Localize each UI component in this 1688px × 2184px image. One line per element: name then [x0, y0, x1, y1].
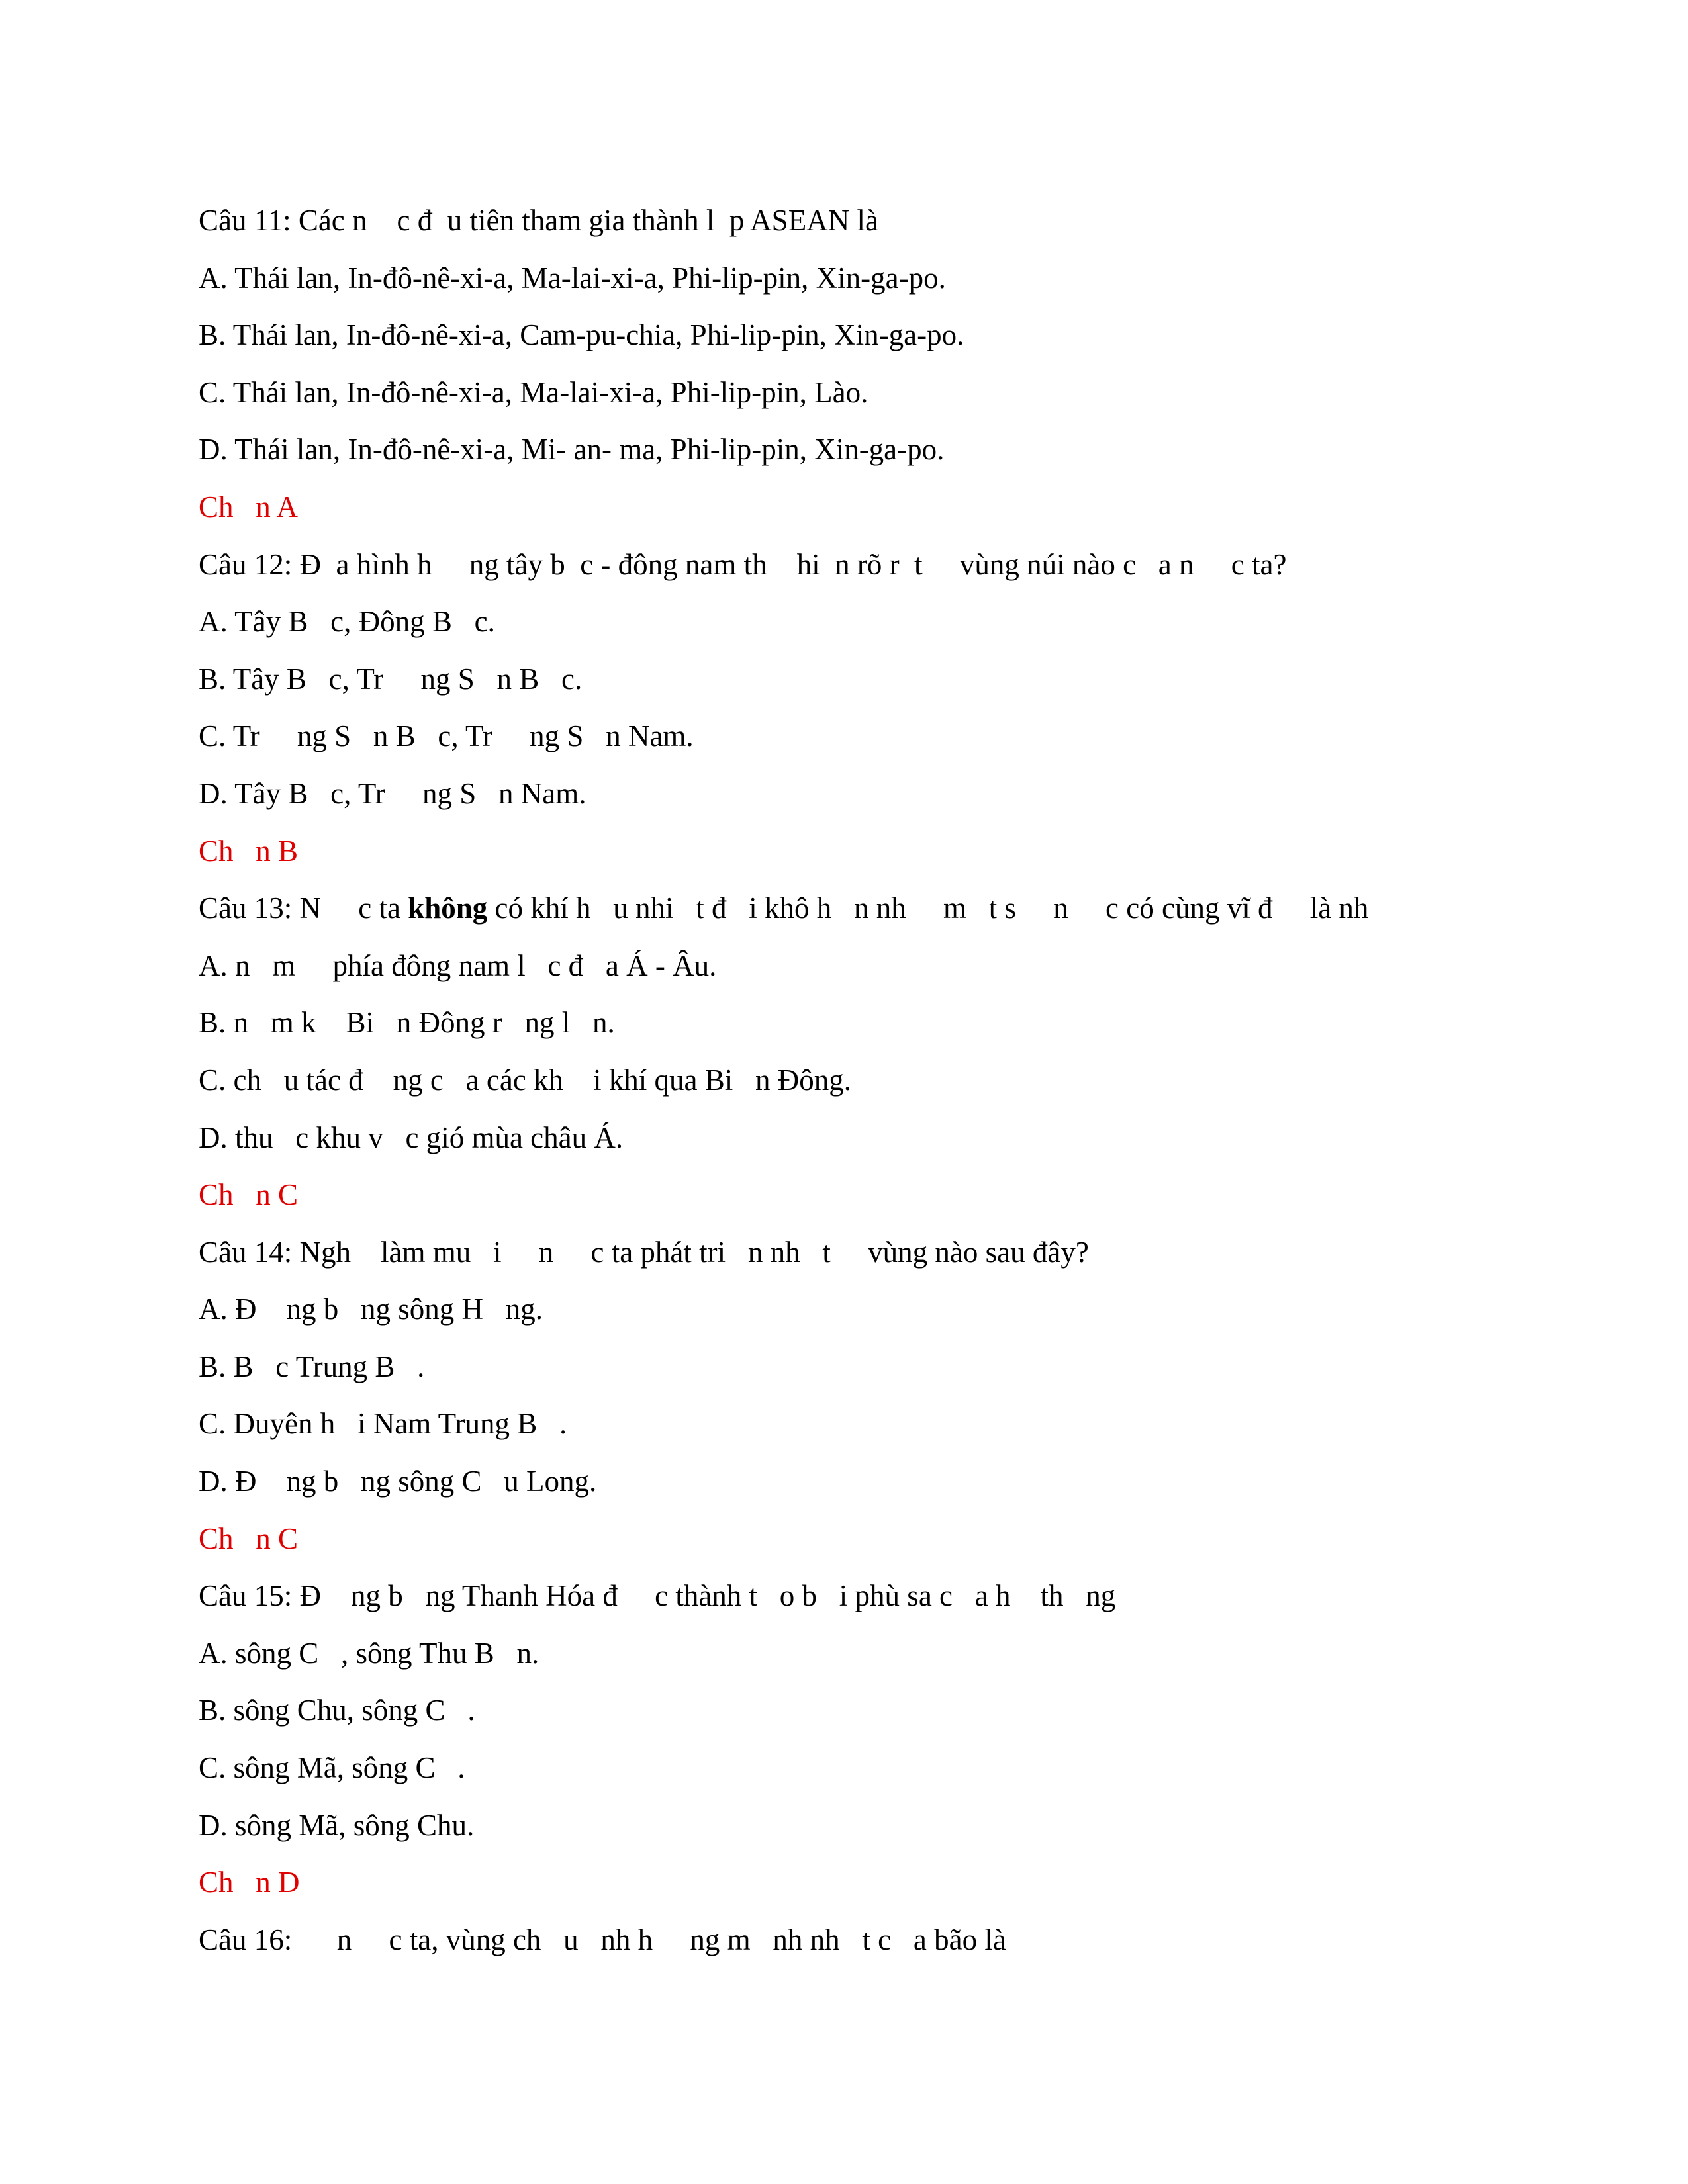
question-12-answer: Ch n B — [199, 834, 299, 868]
question-13-text-start: Câu 13: N c ta — [199, 891, 408, 925]
question-13-answer: Ch n C — [199, 1178, 299, 1212]
question-14-answer: Ch n C — [199, 1522, 299, 1555]
question-13-emphasis: không — [408, 891, 488, 925]
question-list — [199, 192, 1523, 1968]
question-13-option-d: D. thu c khu v c gió mùa châu Á. — [199, 1120, 624, 1154]
question-11-option-b: B. Thái lan, In-đô-nê-xi-a, Cam-pu-chia, Phi-lip-pin, Xin-ga-po. — [199, 318, 964, 352]
question-12-option-d: D. Tây B c, Tr ng S n Nam. — [199, 776, 586, 810]
question-14-option-a: A. Đ ng b ng sông H ng. — [199, 1293, 543, 1326]
question-11-text: Câu 11: Các n c đ u tiên tham gia thành l p ASEAN là — [199, 204, 878, 237]
question-14-option-d: D. Đ ng b ng sông C u Long. — [199, 1465, 597, 1498]
question-15-text: Câu 15: Đ ng b ng Thanh Hóa đ c thành t o b i phù sa c a h th ng — [199, 1579, 1116, 1613]
question-13-text — [199, 880, 1523, 937]
question-15-answer: Ch n D — [199, 1866, 300, 1899]
question-15-option-c: C. sông Mã, sông C . — [199, 1751, 465, 1785]
question-13-text-end: có khí h u nhi t đ i khô h n nh m t s n c có cùng vĩ đ là nh — [487, 891, 1369, 925]
question-15-option-a: A. sông C , sông Thu B n. — [199, 1636, 539, 1670]
question-14-option-b: B. B c Trung B . — [199, 1349, 425, 1383]
question-14-option-c: C. Duyên h i Nam Trung B . — [199, 1407, 567, 1441]
question-11-option-c: C. Thái lan, In-đô-nê-xi-a, Ma-lai-xi-a, Phi-lip-pin, Lào. — [199, 375, 868, 409]
question-13-option-b: B. n m k Bi n Đông r ng l n. — [199, 1006, 615, 1040]
question-11-option-d: D. Thái lan, In-đô-nê-xi-a, Mi- an- ma, Phi-lip-pin, Xin-ga-po. — [199, 433, 945, 467]
question-12-option-b: B. Tây B c, Tr ng S n B c. — [199, 662, 583, 696]
question-12-text: Câu 12: Đ a hình h ng tây b c - đông nam th hi n rõ r t vùng núi nào c a n c ta? — [199, 547, 1287, 581]
question-15-option-b: B. sông Chu, sông C . — [199, 1694, 475, 1727]
question-16-text: Câu 16: n c ta, vùng ch u nh h ng m nh nh t c a bão là — [199, 1923, 1006, 1956]
question-12-option-c: C. Tr ng S n B c, Tr ng S n Nam. — [199, 719, 694, 753]
question-14-text: Câu 14: Ngh làm mu i n c ta phát tri n nh t vùng nào sau đây? — [199, 1235, 1089, 1269]
question-12-option-a: A. Tây B c, Đông B c. — [199, 605, 495, 639]
question-13-option-c: C. ch u tác đ ng c a các kh i khí qua Bi n Đông. — [199, 1063, 852, 1097]
question-11-option-a: A. Thái lan, In-đô-nê-xi-a, Ma-lai-xi-a, Phi-lip-pin, Xin-ga-po. — [199, 261, 946, 295]
question-13-option-a: A. n m phía đông nam l c đ a Á - Âu. — [199, 948, 717, 982]
question-15-option-d: D. sông Mã, sông Chu. — [199, 1808, 475, 1842]
question-11-answer: Ch n A — [199, 490, 299, 523]
